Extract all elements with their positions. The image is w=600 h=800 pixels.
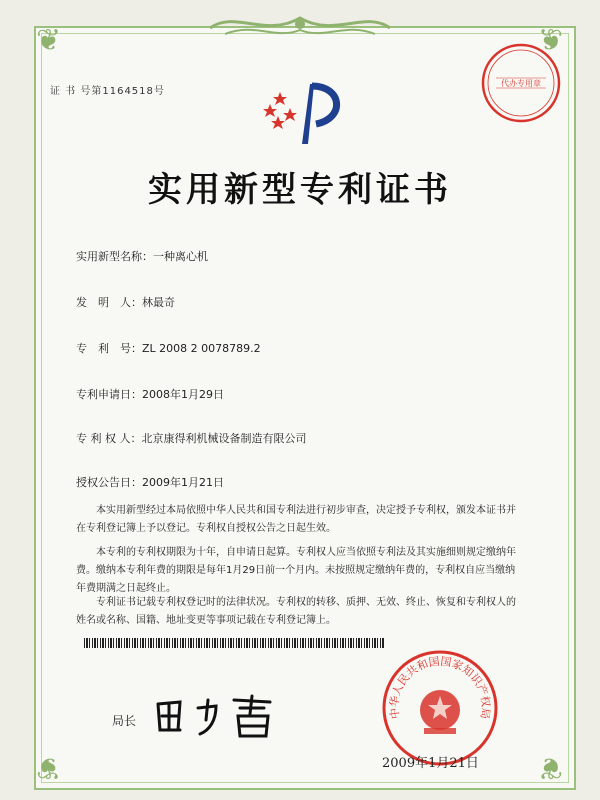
- field-label: 实用新型名称：: [76, 250, 153, 263]
- paragraph-grant: 本实用新型经过本局依照中华人民共和国专利法进行初步审查，决定授予专利权，颁发本证书并在专利登记簿上予以登记。专利权自授权公告之日起生效。: [76, 505, 516, 534]
- field-utility-model-name: [76, 248, 208, 264]
- paragraph-status: 专利证书记载专利权登记时的法律状况。专利权的转移、质押、无效、终止、恢复和专利权人的姓名或名称、国籍、地址变更等事项记载在专利登记簿上。: [76, 597, 516, 626]
- field-value: 2009年1月21日: [142, 476, 224, 489]
- national-seal-icon: [380, 648, 500, 768]
- corner-ornament: ❦: [36, 23, 62, 58]
- field-label: 授权公告日：: [76, 476, 142, 489]
- field-label: 专 利 号：: [76, 342, 142, 355]
- field-value: ZL 2008 2 0078789.2: [142, 342, 261, 355]
- corner-ornament: ❦: [538, 23, 564, 58]
- issue-date: 2009年1月21日: [382, 756, 479, 771]
- field-label: 专利申请日：: [76, 388, 142, 401]
- certificate-title: 实用新型专利证书: [148, 170, 452, 210]
- field-filing-date: [76, 386, 224, 402]
- top-ornament: [205, 8, 395, 42]
- seal-text: 中华人民共和国国家知识产权局: [387, 654, 493, 720]
- director-signature: [150, 690, 290, 740]
- barcode: [84, 638, 384, 648]
- certificate-number: 证 书 号第1164518号: [50, 86, 165, 97]
- field-patentee: [76, 430, 307, 446]
- agency-seal-icon: [478, 40, 564, 126]
- corner-ornament: ❦: [36, 750, 62, 785]
- field-inventor: [76, 294, 175, 310]
- field-value: 北京康得利机械设备制造有限公司: [141, 432, 307, 445]
- field-value: 一种离心机: [153, 250, 208, 263]
- field-value: 2008年1月29日: [142, 388, 224, 401]
- corner-ornament: ❦: [538, 750, 564, 785]
- field-value: 林最奇: [142, 296, 175, 309]
- seal-text: 代办专用章: [501, 79, 541, 88]
- field-label: 专 利 权 人：: [76, 432, 142, 445]
- cnipa-logo-icon: [256, 78, 348, 148]
- paragraph-term: 本专利的专利权期限为十年，自申请日起算。专利权人应当依照专利法及其实施细则规定缴纳年费。缴纳本专利年费的期限是每年1月29日前一个月内。未按照规定缴纳年费的，专利权自应当缴纳年费期满之日起终止。: [76, 547, 516, 594]
- field-label: 发 明 人：: [76, 296, 142, 309]
- field-announcement-date: [76, 474, 224, 490]
- director-label: 局长: [112, 714, 137, 728]
- field-patent-number: [76, 340, 261, 356]
